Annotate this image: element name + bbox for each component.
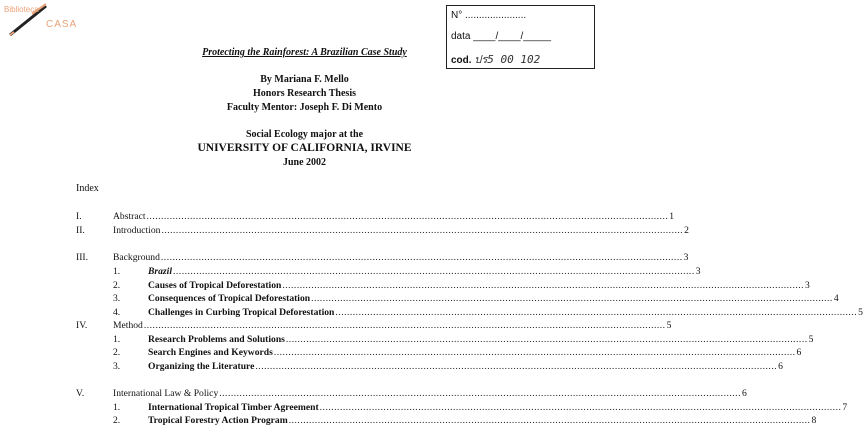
- toc-label: Abstract: [113, 211, 146, 222]
- toc-label: Introduction: [113, 225, 161, 236]
- toc-number: 1.: [113, 334, 121, 345]
- toc-entry: [113, 414, 817, 427]
- toc-label: Brazil: [148, 266, 172, 277]
- university-line: UNIVERSITY OF CALIFORNIA, IRVINE: [197, 142, 412, 154]
- archive-stamp: [446, 5, 595, 69]
- toc-page: 5: [858, 307, 863, 318]
- toc-leader: ....................................................................................................................................................................................: [311, 293, 833, 304]
- toc-page: 7: [842, 402, 848, 413]
- toc-page: 6: [796, 347, 802, 358]
- toc-label: International Tropical Timber Agreement: [148, 402, 319, 413]
- toc-number: IV.: [76, 320, 88, 331]
- date-line: June 2002: [282, 157, 327, 168]
- toc-number: 1.: [113, 266, 121, 277]
- toc-page: 6: [778, 361, 783, 372]
- toc-entry: [113, 265, 701, 278]
- toc-entry: [76, 210, 675, 223]
- stamp-code-value: ปร5 00 102: [474, 53, 541, 66]
- toc-leader: ....................................................................................................................................................................................: [161, 225, 684, 236]
- toc-entry: [113, 279, 810, 292]
- toc-entry: [76, 224, 689, 237]
- stamp-date-label: data: [451, 31, 471, 42]
- toc-entry: [113, 333, 814, 346]
- toc-entry: [113, 292, 839, 305]
- toc-page: 5: [808, 334, 814, 345]
- stamp-code-label: cod.: [451, 55, 472, 66]
- index-heading: Index: [76, 183, 99, 194]
- toc-entry: [113, 306, 863, 319]
- toc-page: 1: [669, 211, 675, 222]
- toc-leader: ....................................................................................................................................................................................: [285, 334, 808, 345]
- toc-number: 2.: [113, 415, 121, 426]
- toc-label: Challenges in Curbing Tropical Deforestation: [148, 307, 335, 318]
- toc-leader: ....................................................................................................................................................................................: [160, 252, 683, 263]
- toc-entry: [76, 387, 747, 400]
- toc-leader: ....................................................................................................................................................................................: [219, 388, 741, 399]
- toc-leader: ....................................................................................................................................................................................: [146, 211, 669, 222]
- toc-page: 6: [741, 388, 747, 399]
- toc-entry: [113, 346, 802, 359]
- stamp-date-row: [451, 31, 551, 42]
- toc-number: V.: [76, 388, 85, 399]
- toc-leader: ....................................................................................................................................................................................: [319, 402, 842, 413]
- toc-label: Background: [113, 252, 160, 263]
- logo-text-top: Biblioteca: [4, 5, 39, 14]
- toc-label: Causes of Tropical Deforestation: [148, 280, 282, 291]
- toc-number: 1.: [113, 402, 121, 413]
- toc-leader: ....................................................................................................................................................................................: [255, 361, 778, 372]
- toc-leader: ....................................................................................................................................................................................: [282, 280, 805, 291]
- toc-label: Organizing the Literature: [148, 361, 255, 372]
- toc-leader: ....................................................................................................................................................................................: [143, 320, 666, 331]
- toc-entry: [113, 360, 783, 373]
- toc-number: 3.: [113, 293, 121, 304]
- stamp-date-value: ____/____/_____: [473, 31, 552, 42]
- mentor-line: Faculty Mentor: Joseph F. Di Mento: [226, 102, 383, 113]
- toc-number: II.: [76, 225, 85, 236]
- toc-number: 2.: [113, 280, 121, 291]
- toc-page: 4: [833, 293, 839, 304]
- toc-page: 8: [811, 415, 817, 426]
- toc-label: International Law & Policy: [113, 388, 219, 399]
- toc-page: 3: [805, 280, 810, 291]
- toc-entry: [76, 251, 689, 264]
- toc-page: 3: [683, 252, 689, 263]
- toc-label: Tropical Forestry Action Program: [148, 415, 288, 426]
- toc-leader: ....................................................................................................................................................................................: [273, 347, 796, 358]
- major-line: Social Ecology major at the: [245, 129, 364, 140]
- toc-number: 2.: [113, 347, 121, 358]
- toc-label: Method: [113, 320, 143, 331]
- toc-entry: [76, 319, 672, 332]
- toc-number: 4.: [113, 307, 121, 318]
- toc-leader: ....................................................................................................................................................................................: [288, 415, 811, 426]
- toc-leader: ....................................................................................................................................................................................: [335, 307, 858, 318]
- toc-page: 5: [666, 320, 672, 331]
- library-logo: [2, 2, 76, 36]
- toc-number: 3.: [113, 361, 121, 372]
- toc-number: III.: [76, 252, 88, 263]
- document-title: Protecting the Rainforest: A Brazilian Case Study: [202, 47, 407, 58]
- toc-page: 3: [695, 266, 701, 277]
- toc-leader: ....................................................................................................................................................................................: [173, 266, 695, 277]
- toc-label: Research Problems and Solutions: [148, 334, 285, 345]
- toc-page: 2: [684, 225, 689, 236]
- author-line: By Mariana F. Mello: [260, 74, 349, 85]
- stamp-number: N° ......................: [451, 10, 527, 21]
- toc-label: Consequences of Tropical Deforestation: [148, 293, 311, 304]
- toc-number: I.: [76, 211, 82, 222]
- toc-label: Search Engines and Keywords: [148, 347, 273, 358]
- logo-text-bottom: CASA: [46, 19, 78, 30]
- thesis-line: Honors Research Thesis: [253, 88, 356, 99]
- toc-entry: [113, 401, 848, 414]
